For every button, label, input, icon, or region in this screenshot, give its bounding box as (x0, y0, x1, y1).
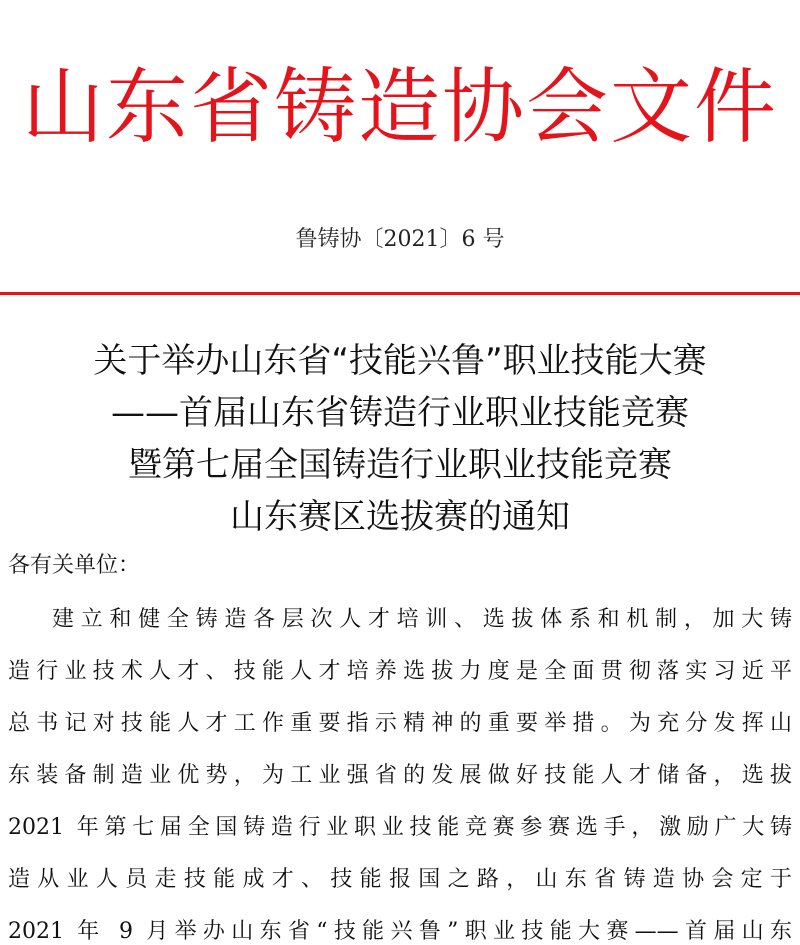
document-number: 鲁铸协〔2021〕6 号 (295, 227, 505, 252)
notice-title-line-3: 暨第七届全国铸造行业职业技能竞赛 (128, 445, 672, 485)
body-line-4: 东装备制造业优势，为工业强省的发展做好技能人才储备，选拔 (8, 763, 792, 788)
body-line-2: 造行业技术人才、技能人才培养选拔力度是全面贯彻落实习近平 (8, 659, 792, 684)
body-line-1: 建立和健全铸造各层次人才培训、选拔体系和机制，加大铸 (52, 607, 792, 632)
body-line-5: 2021 年第七届全国铸造行业职业技能竞赛参赛选手，激励广大铸 (8, 815, 792, 840)
body-line-6: 造从业人员走技能成才、技能报国之路，山东省铸造协会定于 (8, 867, 792, 892)
notice-title-line-2: ——首届山东省铸造行业职业技能竞赛 (111, 393, 689, 433)
notice-title-line-4: 山东赛区选拔赛的通知 (230, 497, 570, 537)
header-divider (0, 292, 800, 295)
salutation: 各有关单位： (8, 553, 141, 578)
body-line-7: 2021 年 9 月举办山东省“技能兴鲁”职业技能大赛——首届山东 (8, 919, 792, 944)
notice-title (0, 335, 800, 543)
body-paragraph (8, 594, 792, 945)
document-header-title: 山东省铸造协会文件 (21, 60, 778, 155)
notice-title-line-1: 关于举办山东省“技能兴鲁”职业技能大赛 (93, 341, 707, 381)
body-line-3: 总书记对技能人才工作重要指示精神的重要举措。为充分发挥山 (8, 711, 792, 736)
